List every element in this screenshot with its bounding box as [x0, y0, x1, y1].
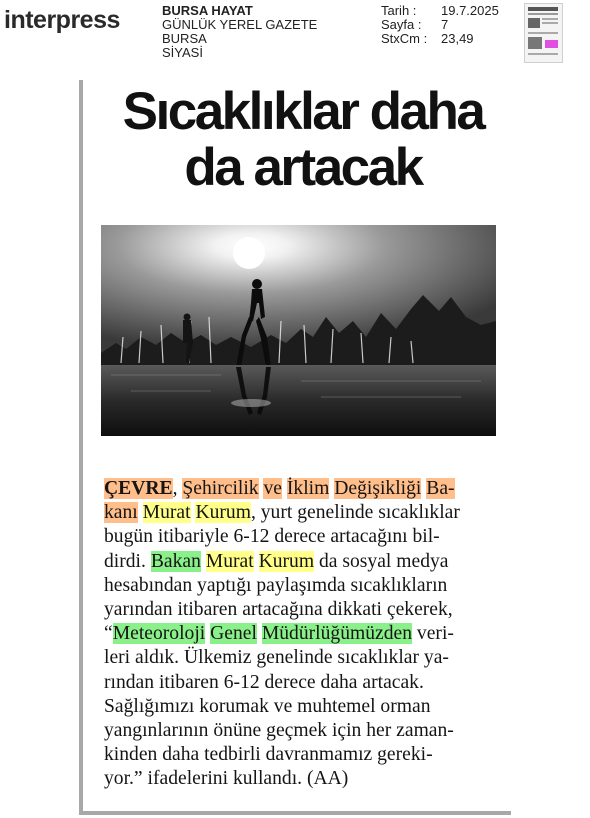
highlighted-term: Genel [210, 623, 257, 645]
body-text-run: yor.” ifadelerini kullandı. (AA) [104, 768, 349, 790]
body-line [104, 720, 454, 741]
body-text-run: yangınlarının önüne geçmek için her zaman- [104, 720, 454, 742]
publication-frequency: GÜNLÜK YEREL GAZETE [162, 17, 318, 32]
publication-info [162, 4, 317, 60]
highlighted-term: Ba- [426, 478, 455, 499]
highlighted-term: kanı [104, 502, 138, 524]
body-text-run [138, 502, 143, 523]
body-line [104, 623, 454, 644]
body-text-run: rından itibaren 6-12 derece daha artacak. [104, 671, 424, 693]
date-value: 19.7.2025 [441, 3, 499, 18]
body-line [104, 551, 449, 572]
body-line [104, 575, 447, 596]
body-text-run: , yurt genelinde sıcaklıklar [250, 502, 460, 524]
page-thumbnail[interactable] [524, 3, 563, 63]
body-text-run: yarından itibaren artacağına dikkati çekerek, [104, 599, 453, 621]
highlighted-term: Kurum [258, 550, 315, 572]
body-text-run: leri aldık. Ülkemiz genelinde sıcaklıklar ya- [104, 647, 449, 669]
page-label: Sayfa : [381, 17, 422, 32]
clipping-frame-bottom [79, 811, 511, 815]
body-line [104, 478, 455, 499]
interpress-logo [4, 6, 120, 35]
body-line [104, 696, 431, 717]
body-text-run: da sosyal medya [314, 550, 449, 572]
stxcm-row [381, 32, 499, 46]
highlighted-term: Müdürlüğümüzden [261, 623, 413, 645]
highlighted-term: Murat [142, 502, 191, 524]
headline-line-1: Sıcaklıklar daha [122, 82, 484, 141]
body-line [104, 599, 453, 620]
article-body [104, 477, 497, 792]
highlighted-term: Değişikliği [334, 478, 422, 499]
body-line [104, 768, 348, 789]
page-value: 7 [441, 17, 449, 32]
stxcm-value: 23,49 [441, 31, 474, 46]
body-text-run: bugün itibariyle 6-12 derece artacağını bil- [104, 526, 440, 548]
body-line [104, 647, 449, 668]
highlighted-term: Murat [205, 550, 254, 572]
date-label: Tarih : [381, 3, 417, 18]
headline-line-2: da artacak [184, 138, 422, 197]
highlighted-term: İklim [286, 478, 330, 499]
clipping-meta [381, 4, 499, 46]
highlighted-term: Meteoroloji [112, 623, 206, 645]
body-line [104, 744, 433, 765]
page-row [381, 18, 499, 32]
body-text-run: , [172, 478, 183, 499]
body-text-run: dirdi. [104, 550, 151, 572]
article-headline [98, 84, 508, 196]
body-text-run [254, 551, 259, 572]
body-text-run: “ [104, 623, 113, 645]
highlighted-term: ÇEVRE [104, 478, 173, 499]
body-text-run: kinden daha tedbirli davranmamız gereki- [104, 744, 433, 766]
highlighted-term: ve [263, 478, 282, 499]
clipping-frame-left [79, 80, 83, 815]
body-text-run: veri- [412, 623, 454, 645]
body-line [104, 526, 440, 547]
date-row [381, 4, 499, 18]
body-line [104, 502, 460, 523]
publication-category: SİYASİ [162, 45, 203, 60]
publication-name: BURSA HAYAT [162, 3, 253, 18]
body-line [104, 672, 424, 693]
body-text-run: Sağlığımızı korumak ve muhtemel orman [104, 695, 431, 717]
stxcm-label: StxCm : [381, 31, 428, 46]
logo-text-main: interpress [4, 6, 120, 34]
body-text-run: hesabından yaptığı paylaşımda sıcaklıkların [104, 574, 448, 596]
publication-city: BURSA [162, 31, 207, 46]
highlighted-term: Bakan [150, 550, 201, 572]
fountain-silhouette-photo [101, 225, 496, 436]
highlighted-term: Kurum [195, 502, 251, 524]
highlighted-term: Şehircilik [182, 478, 259, 499]
